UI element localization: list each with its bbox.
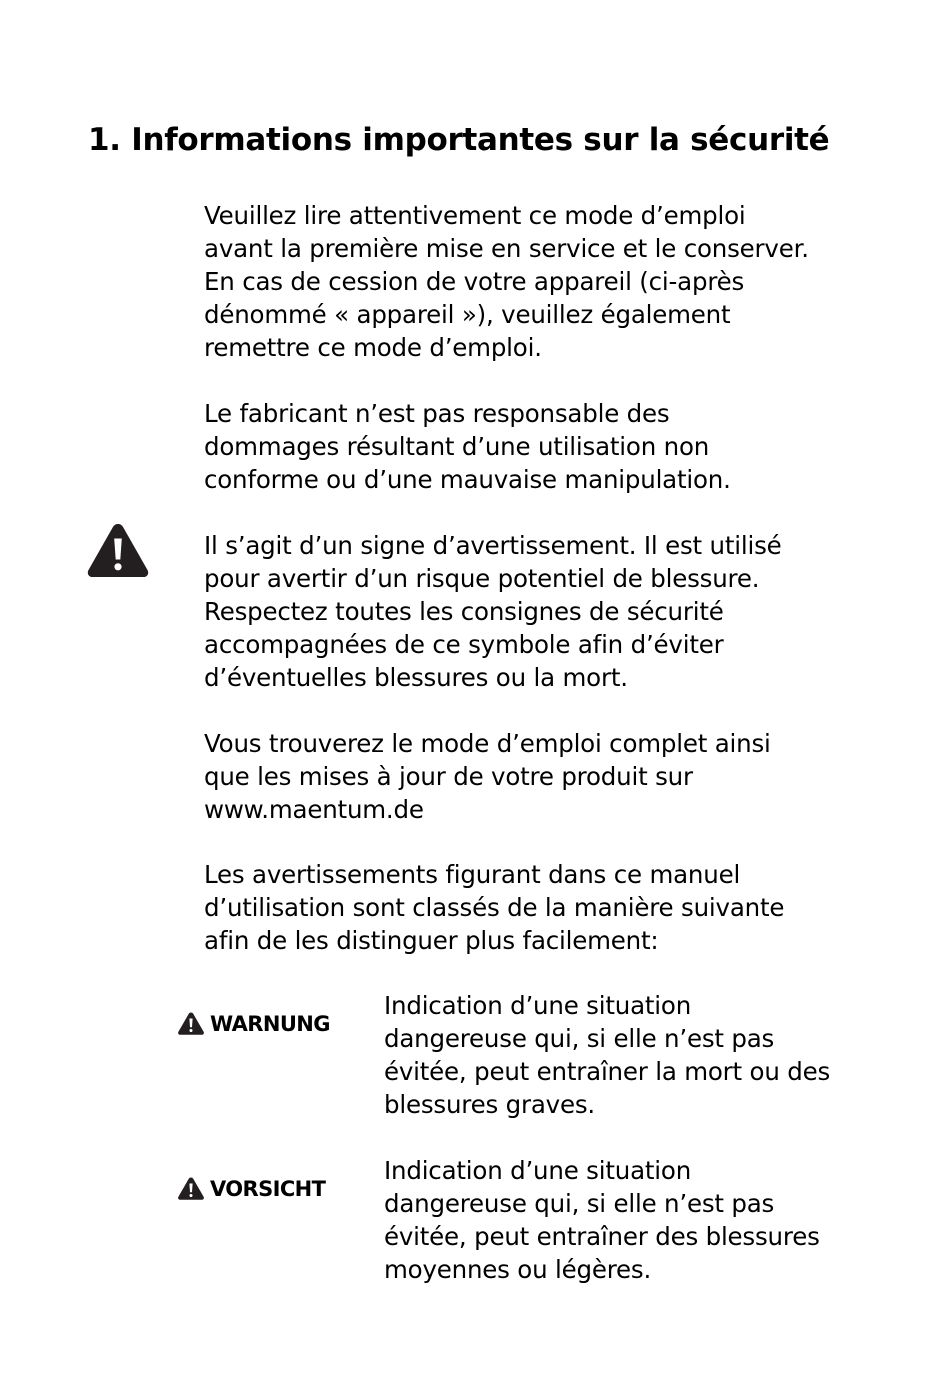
- text-line: afin de les distinguer plus facilement:: [204, 926, 659, 955]
- warning-triangle-icon: [85, 520, 151, 580]
- text-line: dangereuse qui, si elle n’est pas: [384, 1189, 775, 1218]
- text-line: remettre ce mode d’emploi.: [204, 333, 542, 362]
- text-line: d’éventuelles blessures ou la mort.: [204, 663, 628, 692]
- warning-triangle-icon: [177, 1176, 205, 1201]
- vorsicht-label: [177, 1176, 325, 1201]
- section-title: 1. Informations importantes sur la sécurité: [88, 122, 830, 158]
- text-line: dommages résultant d’une utilisation non: [204, 432, 710, 461]
- text-line: dangereuse qui, si elle n’est pas: [384, 1024, 775, 1053]
- warnung-label-text: WARNUNG: [210, 1011, 330, 1036]
- text-line: Respectez toutes les consignes de sécurité: [204, 597, 724, 626]
- text-line: Indication d’une situation: [384, 991, 692, 1020]
- text-line: Les avertissements figurant dans ce manuel: [204, 860, 741, 889]
- text-line: Indication d’une situation: [384, 1156, 692, 1185]
- text-line: En cas de cession de votre appareil (ci-après: [204, 267, 745, 296]
- warning-sign-paragraph: [204, 529, 904, 694]
- text-line: Le fabricant n’est pas responsable des: [204, 399, 670, 428]
- text-line: accompagnées de ce symbole afin d’éviter: [204, 630, 724, 659]
- text-line: Vous trouverez le mode d’emploi complet ainsi: [204, 729, 771, 758]
- online-manual-paragraph: [204, 727, 904, 826]
- text-line: évitée, peut entraîner des blessures: [384, 1222, 820, 1251]
- text-line: blessures graves.: [384, 1090, 596, 1119]
- text-line: conforme ou d’une mauvaise manipulation.: [204, 465, 731, 494]
- liability-paragraph: [204, 397, 904, 496]
- text-line: avant la première mise en service et le conserver.: [204, 234, 809, 263]
- text-line: évitée, peut entraîner la mort ou des: [384, 1057, 831, 1086]
- vorsicht-label-text: VORSICHT: [210, 1176, 326, 1201]
- text-line: pour avertir d’un risque potentiel de blessure.: [204, 564, 760, 593]
- text-line: Veuillez lire attentivement ce mode d’emploi: [204, 201, 746, 230]
- read-manual-paragraph: [204, 199, 904, 364]
- text-line: que les mises à jour de votre produit sur: [204, 762, 693, 791]
- text-line: Il s’agit d’un signe d’avertissement. Il est utilisé: [204, 531, 782, 560]
- vorsicht-description: [384, 1154, 924, 1286]
- warnung-description: [384, 989, 924, 1121]
- classification-paragraph: [204, 858, 904, 957]
- warning-triangle-icon: [177, 1011, 205, 1036]
- text-line: moyennes ou légères.: [384, 1255, 652, 1284]
- warnung-label: [177, 1011, 330, 1036]
- text-line: d’utilisation sont classés de la manière suivante: [204, 893, 785, 922]
- text-line: dénommé « appareil »), veuillez également: [204, 300, 731, 329]
- website-link: www.maentum.de: [204, 795, 424, 824]
